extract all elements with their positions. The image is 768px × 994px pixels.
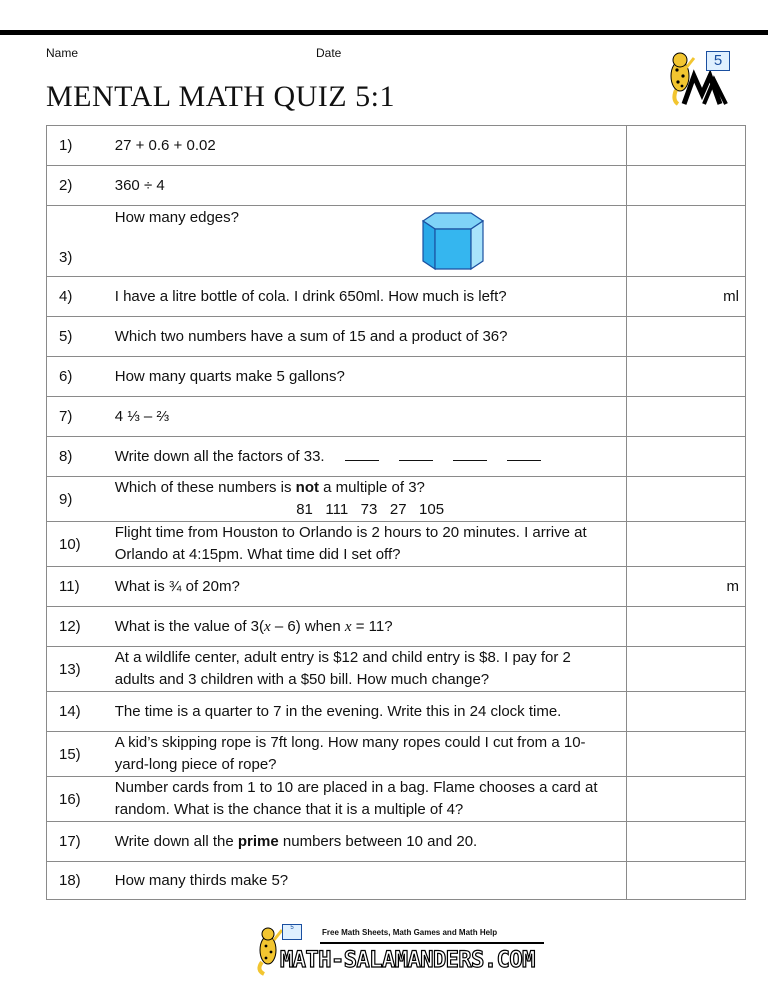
question-number: 13)	[47, 647, 115, 692]
answer-box[interactable]	[626, 166, 745, 206]
question-text: 360 ÷ 4	[115, 166, 626, 206]
question-number: 8)	[47, 437, 115, 477]
answer-box[interactable]	[626, 732, 745, 777]
question-number: 10)	[47, 522, 115, 567]
footer-tagline: Free Math Sheets, Math Games and Math Help	[322, 928, 498, 937]
question-cell	[115, 777, 626, 822]
footer-rule	[320, 942, 544, 944]
question-text-part: Write down all the	[114, 833, 238, 850]
question-text: What is ¾ of 20m?	[115, 567, 626, 607]
question-text: How many thirds make 5?	[115, 862, 626, 900]
question-row-15	[47, 732, 746, 777]
question-text: How many edges?	[114, 209, 239, 226]
emphasis-text: prime	[237, 833, 279, 850]
question-text-line: Orlando at 4:15pm. What time did I set off?	[114, 546, 401, 563]
question-cell	[115, 647, 626, 692]
question-number: 6)	[47, 357, 115, 397]
answer-blanks	[329, 448, 542, 465]
question-row-14	[47, 692, 746, 732]
question-row-17	[47, 822, 746, 862]
question-cell	[115, 437, 626, 477]
question-text-line: adults and 3 children with a $50 bill. How much change?	[114, 671, 490, 688]
hexagonal-prism-icon	[421, 211, 489, 271]
grade-number: 5	[706, 51, 730, 71]
top-rule	[0, 30, 768, 35]
answer-box[interactable]	[626, 126, 745, 166]
question-number: 17)	[47, 822, 115, 862]
question-text: 4 ⅓ – ⅔	[115, 397, 626, 437]
answer-box[interactable]	[626, 862, 745, 900]
question-text-line: Flight time from Houston to Orlando is 2 hours to 20 minutes. I arrive at	[114, 524, 587, 541]
answer-blank[interactable]	[453, 448, 487, 461]
question-text: The time is a quarter to 7 in the evening. Write this in 24 clock time.	[115, 692, 626, 732]
answer-box[interactable]	[626, 437, 745, 477]
question-text-line: At a wildlife center, adult entry is $12 and child entry is $8. I pay for 2	[114, 649, 571, 666]
answer-box[interactable]	[626, 397, 745, 437]
question-row-7	[47, 397, 746, 437]
question-row-12	[47, 607, 746, 647]
question-number: 18)	[47, 862, 115, 900]
question-row-13	[47, 647, 746, 692]
variable-x: x	[344, 618, 352, 635]
question-row-6	[47, 357, 746, 397]
question-row-9	[47, 477, 746, 522]
grade-logo	[664, 46, 734, 108]
question-row-5	[47, 317, 746, 357]
question-text-part: What is the value of 3(	[114, 617, 264, 635]
question-text-part: = 11?	[351, 617, 393, 635]
question-row-2	[47, 166, 746, 206]
question-row-18	[47, 862, 746, 900]
answer-box[interactable]: m	[626, 567, 745, 607]
question-number: 3)	[47, 206, 115, 277]
question-row-4	[47, 277, 746, 317]
answer-blank[interactable]	[345, 448, 379, 461]
answer-box[interactable]	[626, 357, 745, 397]
question-number: 2)	[47, 166, 115, 206]
question-text-line: A kid’s skipping rope is 7ft long. How many ropes could I cut from a 10-	[114, 734, 586, 751]
answer-box[interactable]	[626, 477, 745, 522]
question-number: 7)	[47, 397, 115, 437]
question-row-3	[47, 206, 746, 277]
question-cell	[115, 607, 626, 647]
quiz-table	[46, 125, 746, 900]
question-text: Write down all the factors of 33.	[114, 448, 325, 465]
question-number: 1)	[47, 126, 115, 166]
question-cell	[115, 732, 626, 777]
question-text-part: numbers between 10 and 20.	[278, 833, 478, 850]
answer-box[interactable]	[626, 206, 745, 277]
question-text-line: random. What is the chance that it is a multiple of 4?	[114, 801, 464, 818]
question-number: 14)	[47, 692, 115, 732]
question-row-16	[47, 777, 746, 822]
variable-x: x	[264, 618, 271, 635]
answer-box[interactable]	[626, 607, 745, 647]
question-number: 11)	[47, 567, 115, 607]
question-cell	[115, 822, 626, 862]
question-number: 15)	[47, 732, 115, 777]
question-text-line: Number cards from 1 to 10 are placed in a bag. Flame chooses a card at	[114, 779, 598, 796]
question-number: 5)	[47, 317, 115, 357]
question-number: 4)	[47, 277, 115, 317]
answer-blank[interactable]	[399, 448, 433, 461]
answer-blank[interactable]	[507, 448, 541, 461]
question-row-11	[47, 567, 746, 607]
question-text	[115, 477, 626, 499]
answer-box[interactable]	[626, 647, 745, 692]
footer-grade-badge: 5	[282, 924, 302, 940]
question-row-1	[47, 126, 746, 166]
question-text-part: a multiple of 3?	[319, 479, 425, 496]
question-number: 9)	[47, 477, 115, 522]
answer-box[interactable]: ml	[626, 277, 745, 317]
name-label: Name	[46, 46, 79, 60]
question-cell	[115, 522, 626, 567]
question-text: 27 + 0.6 + 0.02	[115, 126, 626, 166]
question-cell	[115, 477, 626, 522]
question-cell	[115, 206, 626, 277]
question-text: How many quarts make 5 gallons?	[115, 357, 626, 397]
answer-box[interactable]	[626, 822, 745, 862]
footer	[250, 920, 550, 976]
answer-box[interactable]	[626, 522, 745, 567]
question-number: 16)	[47, 777, 115, 822]
question-text: Which two numbers have a sum of 15 and a product of 36?	[115, 317, 626, 357]
question-text-part: – 6) when	[270, 617, 345, 635]
page-title: MENTAL MATH QUIZ 5:1	[46, 80, 395, 113]
date-label: Date	[316, 46, 342, 60]
number-options: 81 111 73 27 105	[296, 501, 445, 518]
question-number: 12)	[47, 607, 115, 647]
footer-brand[interactable]: MATH-SALAMANDERS.COM	[280, 948, 535, 973]
question-text-part: Which of these numbers is	[114, 479, 296, 496]
answer-box[interactable]	[626, 777, 745, 822]
question-text: I have a litre bottle of cola. I drink 650ml. How much is left?	[115, 277, 626, 317]
question-row-8	[47, 437, 746, 477]
question-text-line: yard-long piece of rope?	[114, 756, 277, 773]
question-row-10	[47, 522, 746, 567]
emphasis-text: not	[295, 479, 319, 496]
answer-box[interactable]	[626, 692, 745, 732]
answer-box[interactable]	[626, 317, 745, 357]
